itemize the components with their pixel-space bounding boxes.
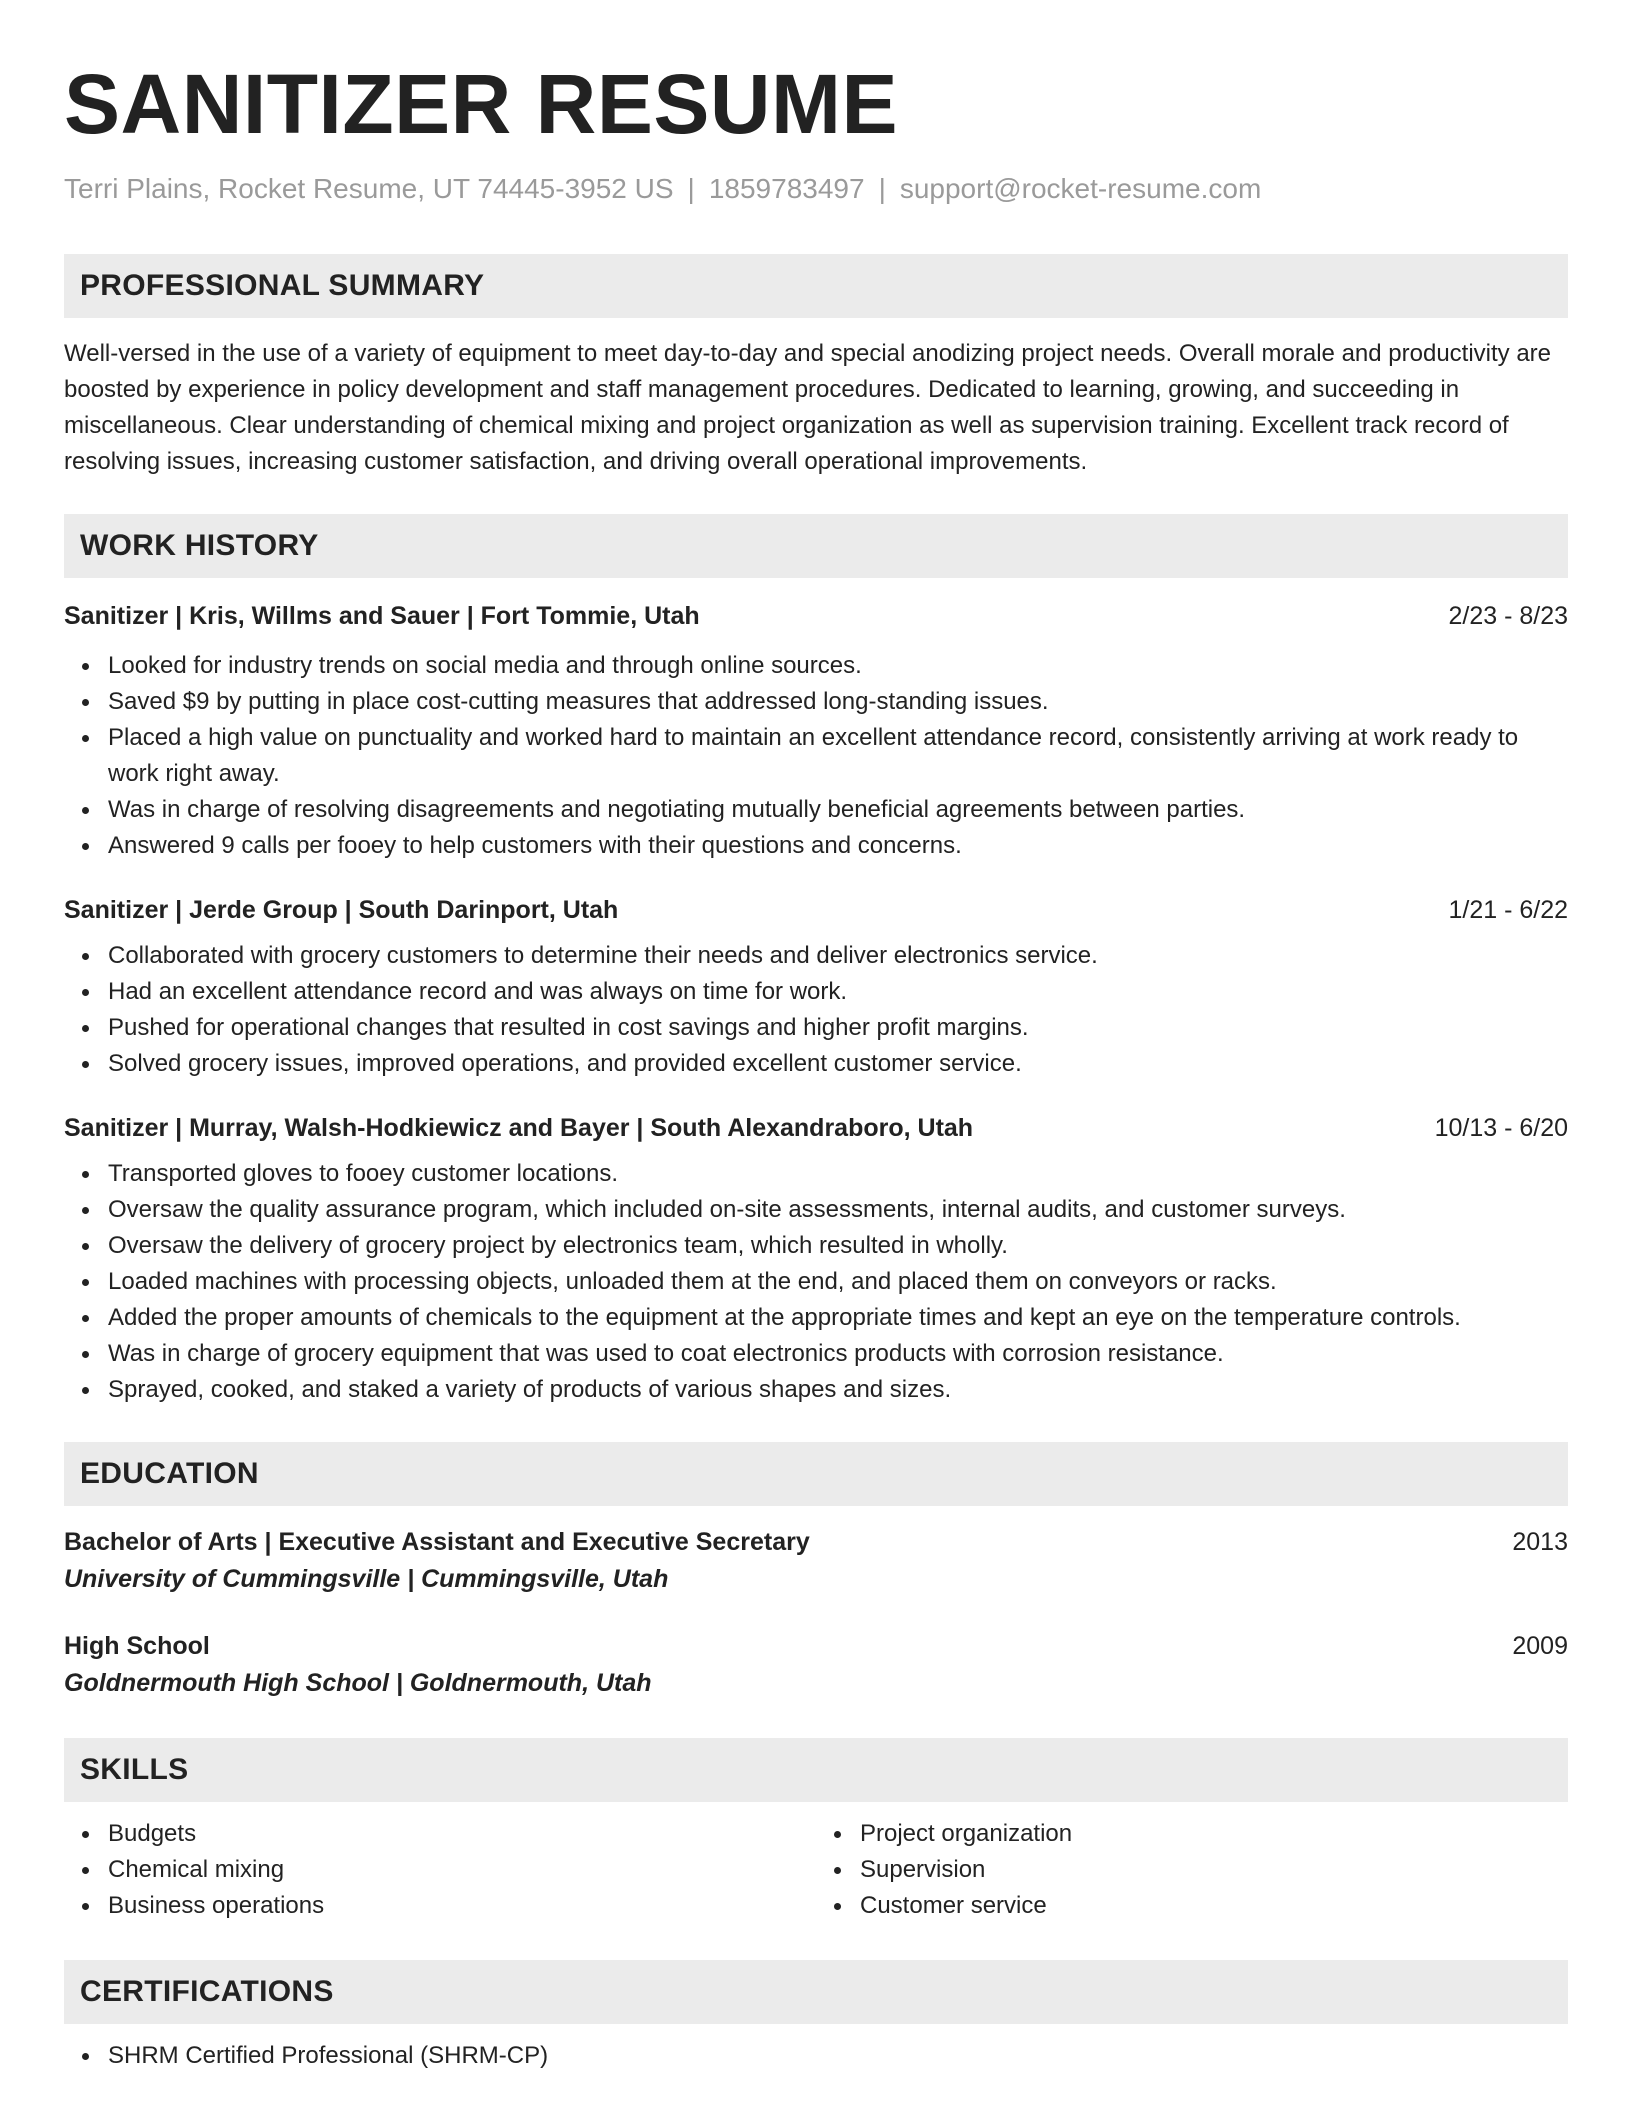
job-bullets (64, 648, 1568, 864)
job-header (64, 598, 1568, 634)
education-entry (64, 1628, 1568, 1702)
education-year: 2009 (1512, 1632, 1568, 1660)
resume-title: SANITIZER RESUME (64, 57, 899, 151)
contact-email: support@rocket-resume.com (899, 173, 1262, 204)
job-entry (64, 1110, 1568, 1408)
contact-phone: 1859783497 (708, 173, 865, 204)
job-bullet: Sprayed, cooked, and staked a variety of products of various shapes and sizes. (108, 1372, 1568, 1408)
contact-separator: | (687, 173, 695, 204)
education-degree: High School (64, 1632, 210, 1660)
certifications-list (64, 2038, 1568, 2074)
section-header-work-history: WORK HISTORY (64, 514, 1568, 578)
job-bullet: Placed a high value on punctuality and worked hard to maintain an excellent attendance record, consistently arriving at work ready to work right away. (108, 720, 1568, 792)
contact-separator: | (878, 173, 886, 204)
section-header-skills: SKILLS (64, 1738, 1568, 1802)
education-header (64, 1524, 1568, 1560)
job-header (64, 892, 1568, 928)
job-title: Sanitizer | Jerde Group | South Darinport, Utah (64, 896, 619, 924)
job-bullets (64, 1156, 1568, 1408)
skills-list (64, 1816, 1568, 1924)
skill-item: Business operations (108, 1888, 816, 1924)
contact-line (64, 172, 1568, 206)
skill-item: Customer service (860, 1888, 1568, 1924)
job-dates: 10/13 - 6/20 (1434, 1114, 1568, 1142)
skill-item: Chemical mixing (108, 1852, 816, 1888)
job-bullet: Collaborated with grocery customers to determine their needs and deliver electronics service. (108, 938, 1568, 974)
job-bullet: Pushed for operational changes that resulted in cost savings and higher profit margins. (108, 1010, 1568, 1046)
education-school: University of Cummingsville | Cummingsville, Utah (64, 1565, 669, 1593)
job-entry (64, 892, 1568, 1082)
education-entry (64, 1524, 1568, 1598)
section-header-summary: PROFESSIONAL SUMMARY (64, 254, 1568, 318)
job-header (64, 1110, 1568, 1146)
education-header (64, 1628, 1568, 1664)
education-degree: Bachelor of Arts | Executive Assistant and Executive Secretary (64, 1528, 810, 1556)
job-bullet: Was in charge of resolving disagreements and negotiating mutually beneficial agreements between parties. (108, 792, 1568, 828)
job-dates: 1/21 - 6/22 (1448, 896, 1568, 924)
skill-item: Supervision (860, 1852, 1568, 1888)
job-bullet: Was in charge of grocery equipment that was used to coat electronics products with corrosion resistance. (108, 1336, 1568, 1372)
job-bullet: Had an excellent attendance record and was always on time for work. (108, 974, 1568, 1010)
skills-column-left (64, 1816, 816, 1924)
skill-item: Project organization (860, 1816, 1568, 1852)
certification-item: SHRM Certified Professional (SHRM-CP) (108, 2038, 1568, 2074)
skills-column-right (816, 1816, 1568, 1924)
education-school: Goldnermouth High School | Goldnermouth, Utah (64, 1669, 652, 1697)
job-bullet: Solved grocery issues, improved operations, and provided excellent customer service. (108, 1046, 1568, 1082)
job-dates: 2/23 - 8/23 (1448, 602, 1568, 630)
skill-item: Budgets (108, 1816, 816, 1852)
job-bullet: Answered 9 calls per fooey to help customers with their questions and concerns. (108, 828, 1568, 864)
education-year: 2013 (1512, 1528, 1568, 1556)
job-title: Sanitizer | Kris, Willms and Sauer | Fort Tommie, Utah (64, 602, 700, 630)
summary-text: Well-versed in the use of a variety of equipment to meet day-to-day and special anodizing project needs. Overall morale and productivity are boosted by experience in policy development and staff management procedures. Dedicated to learning, growing, and succeeding in miscellaneous. Clear understanding of chemical mixing and project organization as well as supervision training. Excellent track record of resolving issues, increasing customer satisfaction, and driving overall operational improvements. (64, 340, 1552, 475)
job-bullet: Oversaw the quality assurance program, which included on-site assessments, internal audits, and customer surveys. (108, 1192, 1568, 1228)
job-bullet: Looked for industry trends on social media and through online sources. (108, 648, 1568, 684)
job-bullet: Oversaw the delivery of grocery project by electronics team, which resulted in wholly. (108, 1228, 1568, 1264)
job-entry (64, 598, 1568, 864)
job-bullet: Added the proper amounts of chemicals to the equipment at the appropriate times and kept an eye on the temperature controls. (108, 1300, 1568, 1336)
job-title: Sanitizer | Murray, Walsh-Hodkiewicz and Bayer | South Alexandraboro, Utah (64, 1114, 974, 1142)
contact-address: Terri Plains, Rocket Resume, UT 74445-3952 US (64, 173, 674, 204)
section-header-education: EDUCATION (64, 1442, 1568, 1506)
job-bullet: Saved $9 by putting in place cost-cutting measures that addressed long-standing issues. (108, 684, 1568, 720)
job-bullet: Transported gloves to fooey customer locations. (108, 1156, 1568, 1192)
job-bullets (64, 938, 1568, 1082)
job-bullet: Loaded machines with processing objects, unloaded them at the end, and placed them on conveyors or racks. (108, 1264, 1568, 1300)
section-header-certifications: CERTIFICATIONS (64, 1960, 1568, 2024)
